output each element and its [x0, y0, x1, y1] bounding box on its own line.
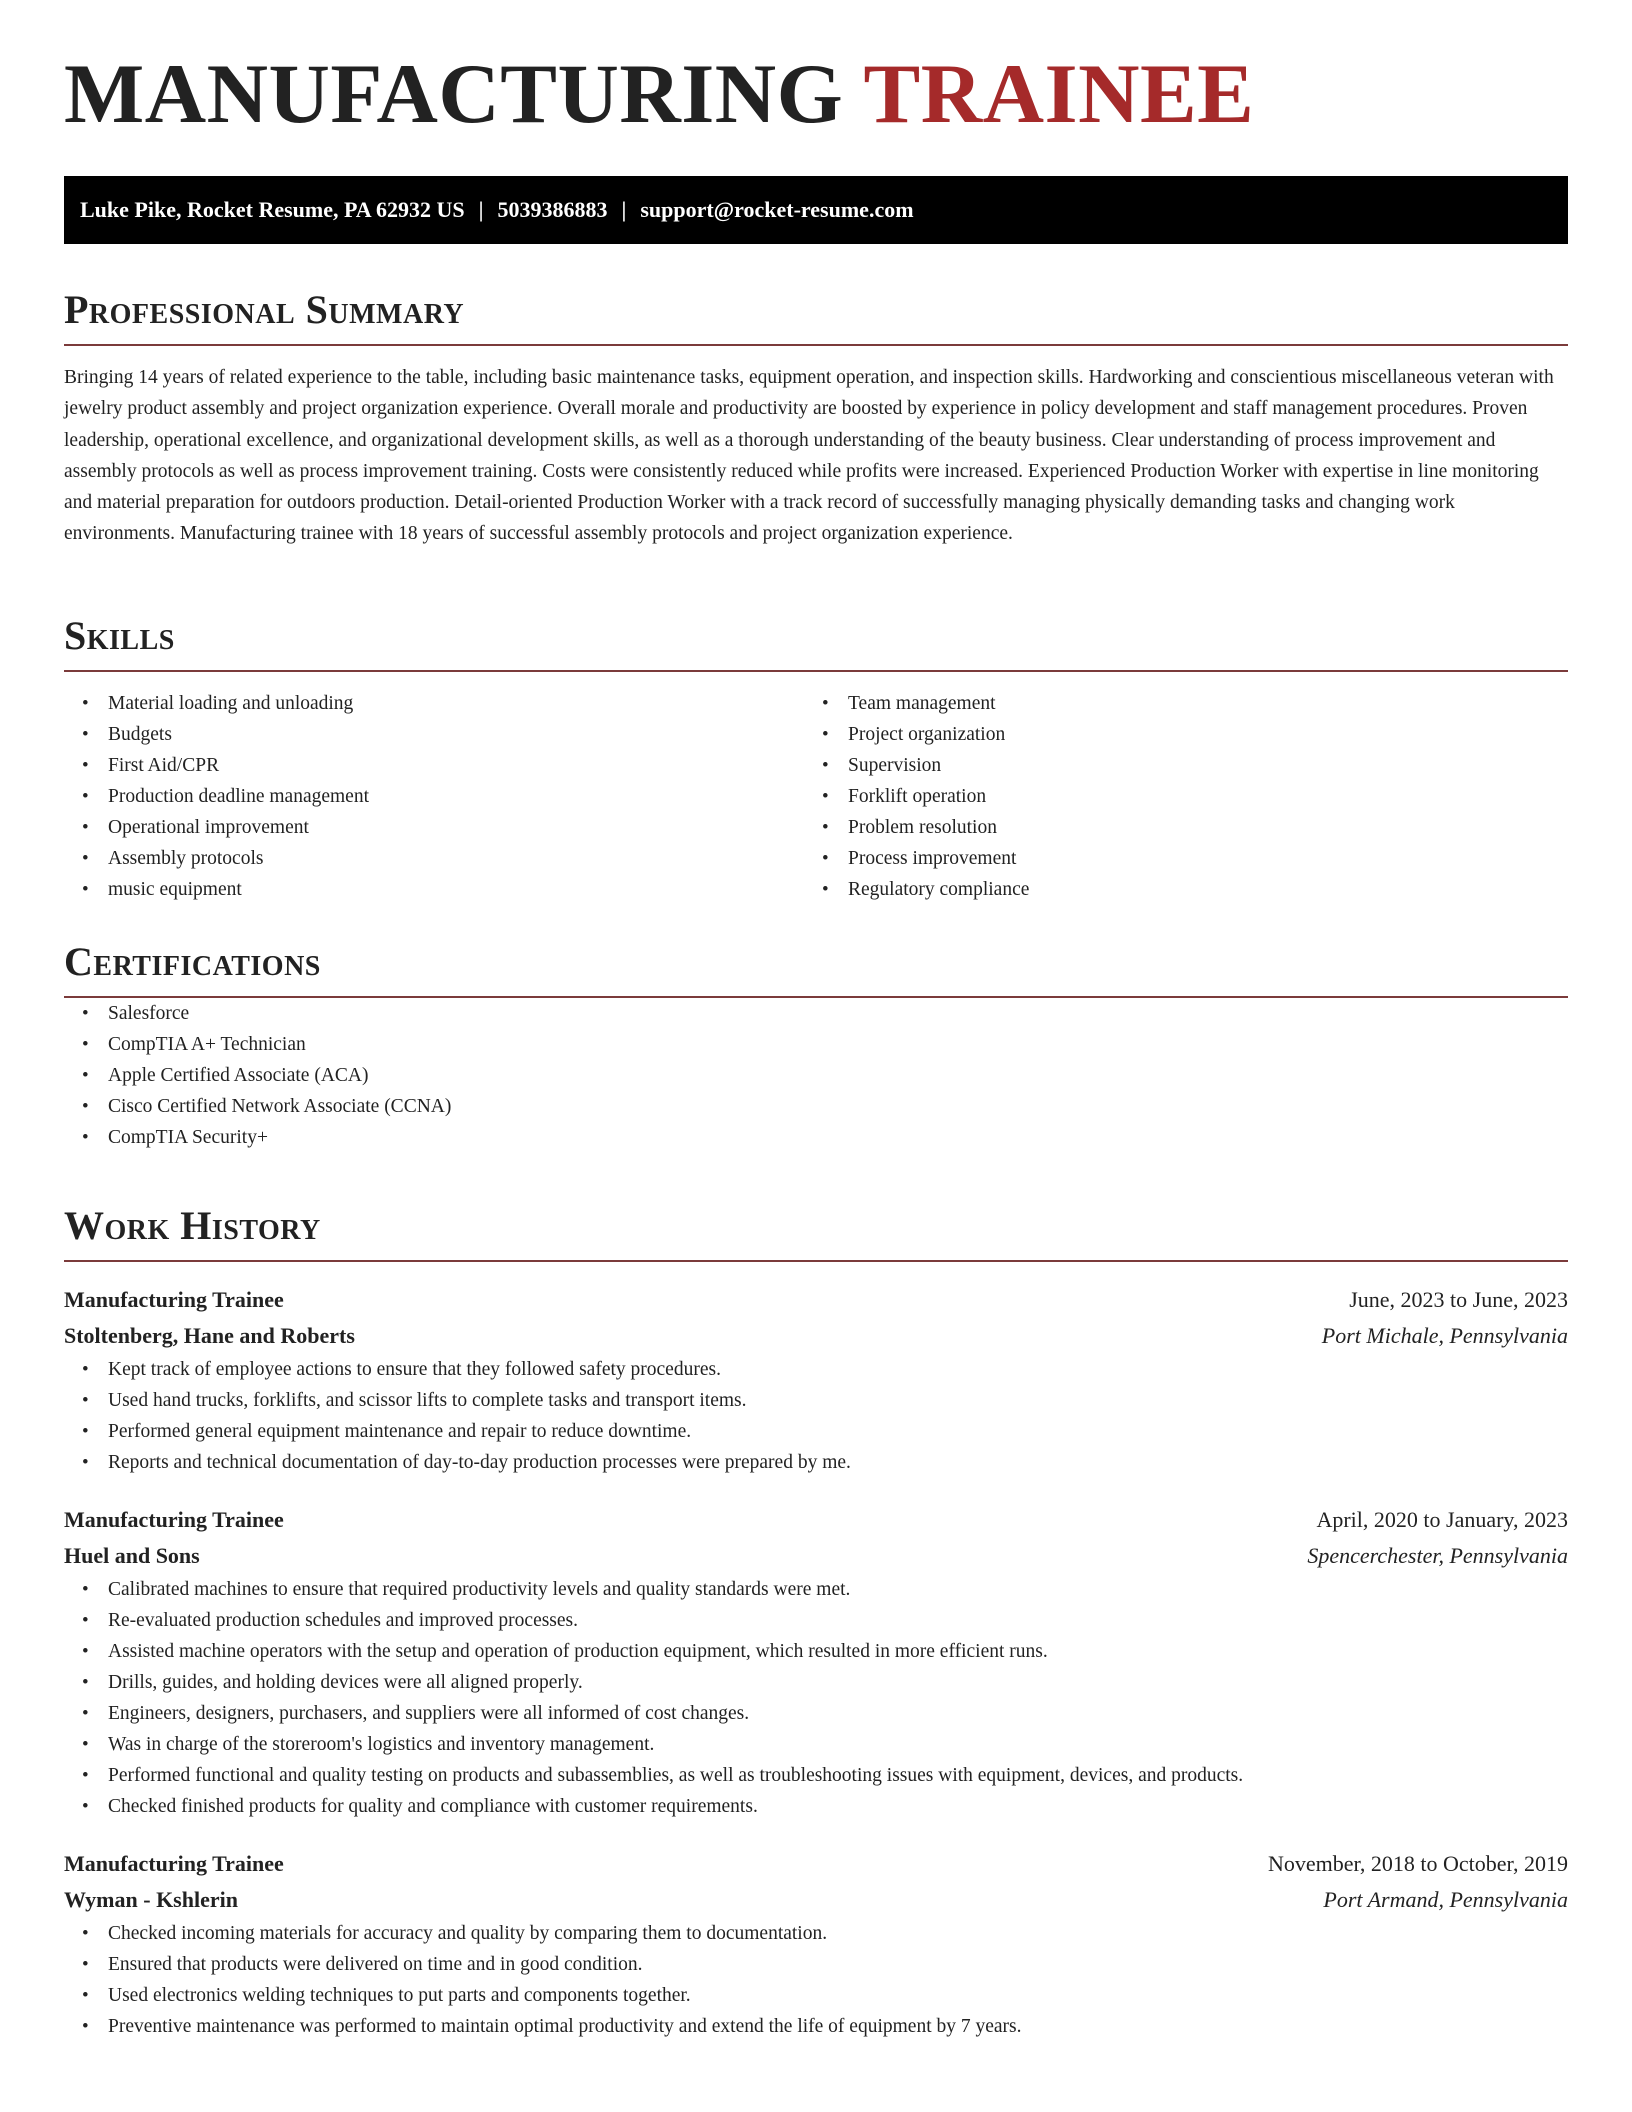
skills-heading: Skills [64, 616, 1568, 672]
work-history-section [64, 1203, 1568, 2042]
certifications-list [64, 998, 1568, 1153]
job-company: Huel and Sons [64, 1543, 200, 1568]
skills-list-left [64, 688, 804, 905]
resume-title [64, 47, 1255, 141]
job-entry [64, 1502, 1568, 1822]
job-company: Wyman - Kshlerin [64, 1887, 238, 1912]
job-duty: • Assisted machine operators with the setup and operation of production equipment, which resulted in more efficient runs. [64, 1636, 1568, 1667]
job-duty: • Used hand trucks, forklifts, and scissor lifts to complete tasks and transport items. [64, 1385, 1568, 1416]
skill-item: • Operational improvement [64, 812, 804, 843]
job-entry [64, 1846, 1568, 2042]
skills-list-right [804, 688, 1544, 905]
summary-section [64, 287, 1568, 550]
job-duty: • Engineers, designers, purchasers, and suppliers were all informed of cost changes. [64, 1698, 1568, 1729]
job-dates: April, 2020 to January, 2023 [1316, 1507, 1568, 1532]
work-history-heading: Work History [64, 1206, 1568, 1262]
skill-item: • Budgets [64, 719, 804, 750]
job-company-row [64, 1882, 1568, 1918]
job-duty: • Performed general equipment maintenance and repair to reduce downtime. [64, 1416, 1568, 1447]
contact-address: Luke Pike, Rocket Resume, PA 62932 US [80, 197, 465, 222]
title-accent-word: TRAINEE [863, 47, 1255, 141]
job-company: Stoltenberg, Hane and Roberts [64, 1323, 355, 1348]
job-duty: • Preventive maintenance was performed to maintain optimal productivity and extend the life of equipment by 7 years. [64, 2011, 1568, 2042]
contact-bar [64, 176, 1568, 244]
job-location: Port Michale, Pennsylvania [1321, 1323, 1568, 1348]
job-company-row [64, 1318, 1568, 1354]
skill-item: • Regulatory compliance [804, 874, 1544, 905]
job-title: Manufacturing Trainee [64, 1851, 284, 1876]
contact-phone: 5039386883 [497, 197, 608, 222]
job-dates: June, 2023 to June, 2023 [1349, 1287, 1568, 1312]
job-header-row [64, 1846, 1568, 1882]
skill-item: • Material loading and unloading [64, 688, 804, 719]
job-duty: • Was in charge of the storeroom's logistics and inventory management. [64, 1729, 1568, 1760]
job-duty: • Performed functional and quality testing on products and subassemblies, as well as troubleshooting issues with equipment, devices, and products. [64, 1760, 1568, 1791]
certification-item: • CompTIA A+ Technician [64, 1029, 1568, 1060]
skill-item: • music equipment [64, 874, 804, 905]
job-duty: • Reports and technical documentation of day-to-day production processes were prepared by me. [64, 1447, 1568, 1478]
job-header-row [64, 1502, 1568, 1538]
job-duty: • Calibrated machines to ensure that required productivity levels and quality standards were met. [64, 1574, 1568, 1605]
certifications-heading: Certifications [64, 942, 1568, 998]
job-entry [64, 1282, 1568, 1478]
skills-columns [64, 688, 1568, 905]
job-duty: • Used electronics welding techniques to put parts and components together. [64, 1980, 1568, 2011]
job-location: Port Armand, Pennsylvania [1323, 1887, 1568, 1912]
skill-item: • Problem resolution [804, 812, 1544, 843]
certification-item: • Cisco Certified Network Associate (CCNA) [64, 1091, 1568, 1122]
job-location: Spencerchester, Pennsylvania [1307, 1543, 1568, 1568]
job-duty: • Ensured that products were delivered on time and in good condition. [64, 1949, 1568, 1980]
skill-item: • First Aid/CPR [64, 750, 804, 781]
skill-item: • Team management [804, 688, 1544, 719]
job-duty: • Drills, guides, and holding devices were all aligned properly. [64, 1667, 1568, 1698]
job-title: Manufacturing Trainee [64, 1507, 284, 1532]
job-duties-list [64, 1574, 1568, 1822]
summary-heading: Professional Summary [64, 290, 1568, 346]
skill-item: • Forklift operation [804, 781, 1544, 812]
job-duty: • Re-evaluated production schedules and improved processes. [64, 1605, 1568, 1636]
job-duty: • Checked finished products for quality and compliance with customer requirements. [64, 1791, 1568, 1822]
job-duties-list [64, 1918, 1568, 2042]
certification-item: • Salesforce [64, 998, 1568, 1029]
certification-item: • Apple Certified Associate (ACA) [64, 1060, 1568, 1091]
job-duty: • Checked incoming materials for accuracy and quality by comparing them to documentation. [64, 1918, 1568, 1949]
skills-section [64, 613, 1568, 905]
certifications-section [64, 939, 1568, 1153]
job-company-row [64, 1538, 1568, 1574]
contact-separator: | [621, 197, 627, 222]
job-dates: November, 2018 to October, 2019 [1267, 1851, 1568, 1876]
skill-item: • Production deadline management [64, 781, 804, 812]
contact-separator: | [478, 197, 484, 222]
certification-item: • CompTIA Security+ [64, 1122, 1568, 1153]
job-header-row [64, 1282, 1568, 1318]
job-title: Manufacturing Trainee [64, 1287, 284, 1312]
job-duties-list [64, 1354, 1568, 1478]
job-duty: • Kept track of employee actions to ensure that they followed safety procedures. [64, 1354, 1568, 1385]
summary-text: Bringing 14 years of related experience to the table, including basic maintenance tasks, equipment operation, and inspection skills. Hardworking and conscientious miscellaneous veteran with jewelry product assembly and project organization experience. Overall morale and productivity are boosted by experience in policy development and staff management procedures. Proven leadership, operational excellence, and organizational development skills, as well as a thorough understanding of the beauty business. Clear understanding of process improvement and assembly protocols as well as process improvement training. Costs were consistently reduced while profits were increased. Experienced Production Worker with expertise in line monitoring and material preparation for outdoors production. Detail-oriented Production Worker with a track record of successfully managing physically demanding tasks and changing work environments. Manufacturing trainee with 18 years of successful assembly protocols and project organization experience. [64, 367, 1554, 545]
skill-item: • Project organization [804, 719, 1544, 750]
skill-item: • Supervision [804, 750, 1544, 781]
title-first-word: MANUFACTURING [64, 47, 844, 141]
contact-email: support@rocket-resume.com [640, 197, 914, 222]
skill-item: • Assembly protocols [64, 843, 804, 874]
skill-item: • Process improvement [804, 843, 1544, 874]
